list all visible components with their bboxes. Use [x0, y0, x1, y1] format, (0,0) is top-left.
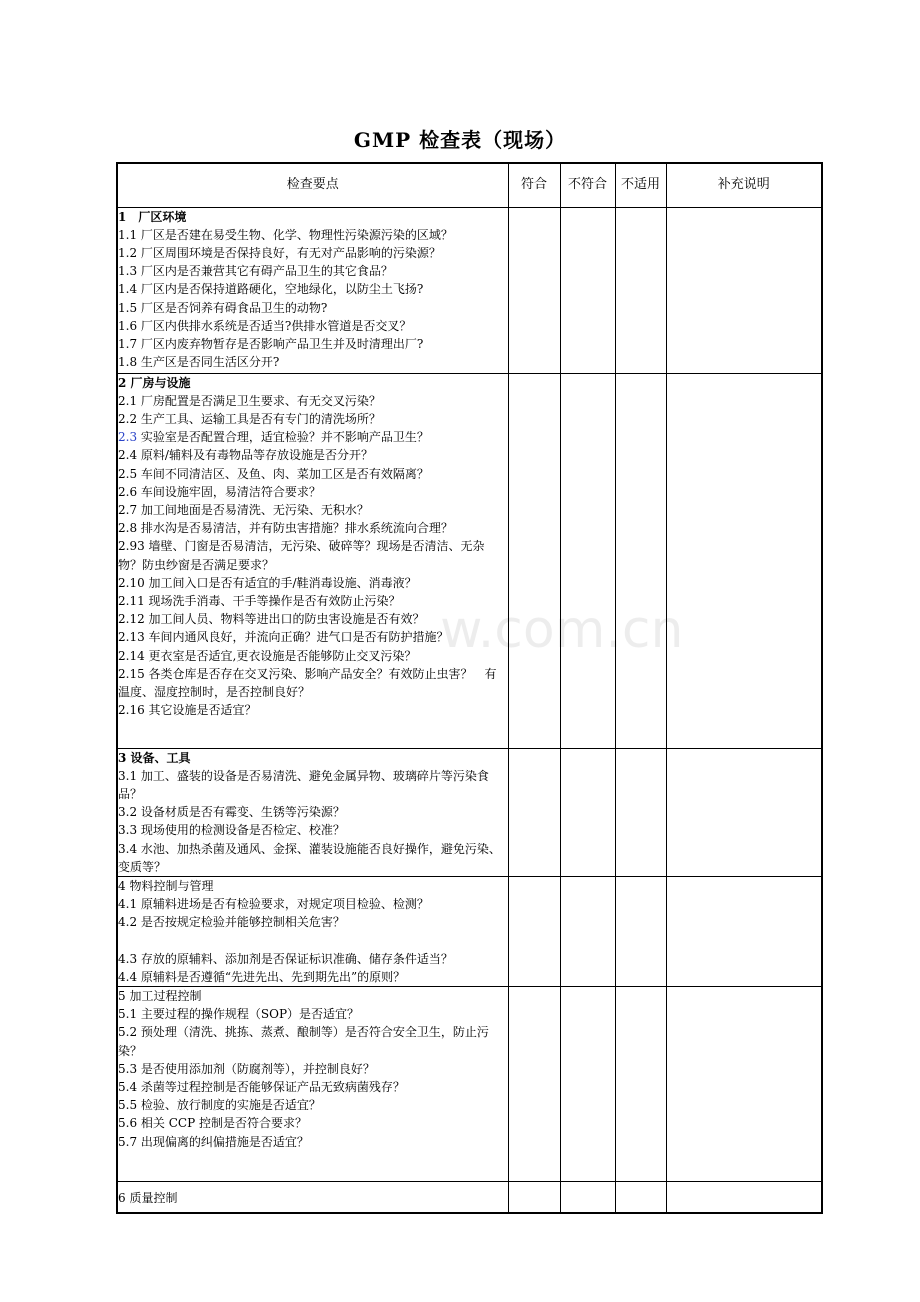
check-item: 2.14 更衣室是否适宜,更衣设施是否能够防止交叉污染？	[118, 648, 417, 663]
notes-cell[interactable]	[666, 876, 822, 986]
check-item: 2.10 加工间入口是否有适宜的手/鞋消毒设施、消毒液？	[118, 575, 417, 590]
check-item	[118, 428, 508, 446]
check-item: 5.1 主要过程的操作规程（SOP）是否适宜？	[118, 1007, 360, 1022]
section-heading: 5 加工过程控制	[118, 988, 202, 1003]
check-item: 1.7 厂区内废弃物暂存是否影响产品卫生并及时清理出厂?	[118, 336, 424, 351]
comply-cell[interactable]	[508, 1181, 560, 1213]
watermark: w.com.cn	[440, 600, 684, 660]
col-header-comply: 符合	[508, 163, 560, 207]
checklist-table	[116, 162, 823, 1214]
check-item: 3.4 水池、加热杀菌及通风、金探、灌装设施能否良好操作，避免污染、变质等？	[118, 841, 501, 874]
item-number-2-3: 2.3	[118, 430, 138, 445]
col-header-na: 不适用	[615, 163, 666, 207]
check-item: 4.4 原辅料是否遵循“先进先出、先到期先出”的原则？	[118, 969, 406, 984]
check-item: 4.1 原辅料进场是否有检验要求，对规定项目检验、检测？	[118, 897, 429, 912]
header-row	[117, 163, 822, 207]
noncomply-cell[interactable]	[560, 876, 615, 986]
check-item: 5.6 相关 CCP 控制是否符合要求？	[118, 1116, 307, 1131]
col-header-points: 检查要点	[117, 163, 508, 207]
section-5-points	[117, 986, 508, 1181]
check-item: 2.6 车间设施牢固，易清洁符合要求？	[118, 484, 321, 499]
check-item: 2.5 车间不同清洁区、及鱼、肉、菜加工区是否有效隔离？	[118, 466, 429, 481]
na-cell[interactable]	[615, 373, 666, 748]
check-item: 3.1 加工、盛装的设备是否易清洗、避免金属异物、玻璃碎片等污染食品？	[118, 768, 489, 801]
check-item: 5.2 预处理（清洗、挑拣、蒸煮、酿制等）是否符合安全卫生，防止污染？	[118, 1025, 489, 1058]
section-row	[117, 986, 822, 1181]
section-heading: 6 质量控制	[118, 1190, 178, 1205]
section-1-points	[117, 207, 508, 373]
col-header-notes: 补充说明	[666, 163, 822, 207]
blank-line	[118, 932, 508, 950]
section-2-points	[117, 373, 508, 748]
comply-cell[interactable]	[508, 748, 560, 876]
check-item: 5.3 是否使用添加剂（防腐剂等），并控制良好？	[118, 1061, 375, 1076]
section-heading: 4 物料控制与管理	[118, 878, 214, 893]
section-heading: 2 厂房与设施	[118, 375, 191, 390]
check-item: 2.13 车间内通风良好，并流向正确？进气口是否有防护措施？	[118, 630, 449, 645]
noncomply-cell[interactable]	[560, 1181, 615, 1213]
noncomply-cell[interactable]	[560, 207, 615, 373]
na-cell[interactable]	[615, 1181, 666, 1213]
col-header-noncomply: 不符合	[560, 163, 615, 207]
section-heading: 3 设备、工具	[118, 750, 191, 765]
check-item: 1.4 厂区内是否保持道路硬化，空地绿化，以防尘土飞扬?	[118, 282, 424, 297]
noncomply-cell[interactable]	[560, 986, 615, 1181]
check-item: 5.4 杀菌等过程控制是否能够保证产品无致病菌残存？	[118, 1079, 405, 1094]
item-text-2-3: 实验室是否配置合理，适宜检验？并不影响产品卫生？	[137, 430, 429, 445]
section-row	[117, 748, 822, 876]
check-item: 2.15 各类仓库是否存在交叉污染、影响产品安全？有效防止虫害？ 有温度、湿度控制时，是否控制良好？	[118, 666, 497, 699]
comply-cell[interactable]	[508, 207, 560, 373]
check-item: 1.3 厂区内是否兼营其它有碍产品卫生的其它食品？	[118, 264, 393, 279]
section-row	[117, 373, 822, 748]
section-row	[117, 876, 822, 986]
check-item: 1.5 厂区是否饲养有碍食品卫生的动物?	[118, 300, 328, 315]
noncomply-cell[interactable]	[560, 373, 615, 748]
section-4-points	[117, 876, 508, 986]
check-item: 5.7 出现偏离的纠偏措施是否适宜？	[118, 1134, 309, 1149]
check-item: 3.2 设备材质是否有霉变、生锈等污染源？	[118, 805, 345, 820]
section-row	[117, 207, 822, 373]
notes-cell[interactable]	[666, 986, 822, 1181]
section-heading: 1 厂区环境	[118, 209, 187, 224]
noncomply-cell[interactable]	[560, 748, 615, 876]
check-item: 2.93 墙壁、门窗是否易清洁，无污染、破碎等？现场是否清洁、无杂物？防虫纱窗是否满足要求？	[118, 539, 485, 572]
check-item: 2.7 加工间地面是否易清洗、无污染、无积水？	[118, 502, 369, 517]
check-item: 3.3 现场使用的检测设备是否检定、校准？	[118, 823, 345, 838]
check-item: 2.11 现场洗手消毒、干手等操作是否有效防止污染？	[118, 593, 401, 608]
check-item: 1.2 厂区周围环境是否保持良好，有无对产品影响的污染源？	[118, 245, 441, 260]
check-item: 1.6 厂区内供排水系统是否适当?供排水管道是否交叉？	[118, 318, 412, 333]
notes-cell[interactable]	[666, 748, 822, 876]
comply-cell[interactable]	[508, 373, 560, 748]
notes-cell[interactable]	[666, 207, 822, 373]
check-item: 1.1 厂区是否建在易受生物、化学、物理性污染源污染的区域？	[118, 227, 453, 242]
check-item: 2.4 原料/辅料及有毒物品等存放设施是否分开？	[118, 448, 373, 463]
section-6-points	[117, 1181, 508, 1213]
check-item: 2.12 加工间人员、物料等进出口的防虫害设施是否有效？	[118, 612, 425, 627]
comply-cell[interactable]	[508, 986, 560, 1181]
na-cell[interactable]	[615, 876, 666, 986]
na-cell[interactable]	[615, 986, 666, 1181]
na-cell[interactable]	[615, 748, 666, 876]
check-item: 1.8 生产区是否同生活区分开?	[118, 355, 280, 370]
notes-cell[interactable]	[666, 1181, 822, 1213]
notes-cell[interactable]	[666, 373, 822, 748]
check-item: 2.2 生产工具、运输工具是否有专门的清洗场所？	[118, 411, 381, 426]
na-cell[interactable]	[615, 207, 666, 373]
section-row	[117, 1181, 822, 1213]
check-item: 2.8 排水沟是否易清洁，并有防虫害措施？排水系统流向合理？	[118, 521, 453, 536]
section-3-points	[117, 748, 508, 876]
check-item: 4.3 存放的原辅料、添加剂是否保证标识准确、储存条件适当？	[118, 951, 453, 966]
page-title: GMP 检查表（现场）	[353, 128, 567, 152]
check-item: 2.1 厂房配置是否满足卫生要求、有无交叉污染？	[118, 393, 381, 408]
check-item: 2.16 其它设施是否适宜？	[118, 703, 257, 718]
comply-cell[interactable]	[508, 876, 560, 986]
check-item: 5.5 检验、放行制度的实施是否适宜？	[118, 1098, 321, 1113]
check-item: 4.2 是否按规定检验并能够控制相关危害？	[118, 915, 345, 930]
